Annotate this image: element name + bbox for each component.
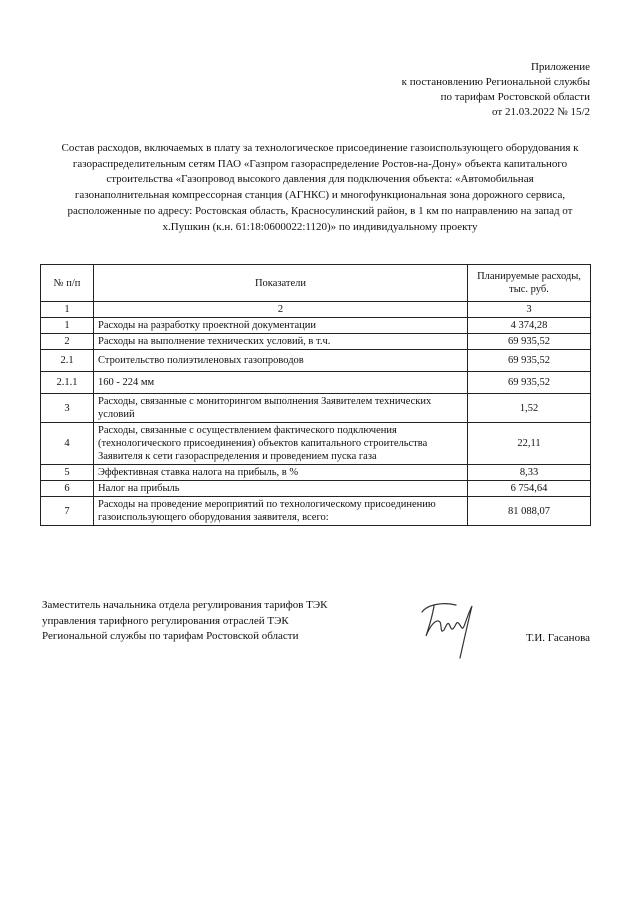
row-value: 22,11 [468,423,591,465]
costs-table [40,264,591,526]
row-value: 8,33 [468,465,591,481]
table-row [41,481,591,497]
index-num: 1 [41,302,94,318]
row-name: Расходы, связанные с мониторингом выполнения Заявителем технических условий [94,394,468,423]
title-line: строительства «Газопровод высокого давления для подключения объекта: «Автомобильная [106,173,534,186]
row-value: 69 935,52 [468,350,591,372]
appendix-header [402,60,590,120]
position-line: управления тарифного регулирования отраслей ТЭК [42,614,289,627]
table-row [41,334,591,350]
row-num: 4 [41,423,94,465]
document-title [40,141,600,235]
row-name: 160 - 224 мм [94,372,468,394]
table-row [41,394,591,423]
handwritten-signature [414,596,484,660]
row-name: Расходы на выполнение технических условий, в т.ч. [94,334,468,350]
row-value: 6 754,64 [468,481,591,497]
row-name: Строительство полиэтиленовых газопроводов [94,350,468,372]
appendix-line: по тарифам Ростовской области [440,91,590,103]
title-line: расположенные по адресу: Ростовская область, Красносулинский район, в 1 км по направлению на запад от [67,204,573,217]
row-num: 3 [41,394,94,423]
row-value: 69 935,52 [468,334,591,350]
title-line: х.Пушкин (к.н. 61:18:0600022:1120)» по индивидуальному проекту [162,220,478,233]
row-num: 6 [41,481,94,497]
appendix-line: от 21.03.2022 № 15/2 [492,106,590,118]
appendix-line: Приложение [530,61,590,73]
title-line: газонаполнительная компрессорная станция (АГНКС) и многофункциональная зона дорожного сервиса, [74,189,566,202]
appendix-line: к постановлению Региональной службы [401,76,590,88]
table-row [41,423,591,465]
position-line: Региональной службы по тарифам Ростовской области [42,630,299,642]
table-header-row [41,265,591,302]
row-num: 2.1.1 [41,372,94,394]
row-num: 1 [41,318,94,334]
row-name: Расходы на проведение мероприятий по технологическому присоединению газоиспользующего оборудования заявителя, всего: [94,497,468,526]
header-value: Планируемые расходы, тыс. руб. [468,265,591,302]
row-name: Эффективная ставка налога на прибыль, в % [94,465,468,481]
row-value: 81 088,07 [468,497,591,526]
header-num: № п/п [41,265,94,302]
signatory-position [42,598,327,645]
row-name: Расходы, связанные с осуществлением фактического подключения (технологического присоединения) объектов капитального строительства Заявителя к сети газораспределения и проведением пуска газа [94,423,468,465]
row-num: 7 [41,497,94,526]
position-line: Заместитель начальника отдела регулирования тарифов ТЭК [42,599,328,611]
index-name: 2 [94,302,468,318]
table-row [41,350,591,372]
row-name: Расходы на разработку проектной документации [94,318,468,334]
row-name: Налог на прибыль [94,481,468,497]
row-value: 1,52 [468,394,591,423]
signatory-name: Т.И. Гасанова [526,632,590,644]
table-row [41,465,591,481]
table-row [41,372,591,394]
title-line: Состав расходов, включаемых в плату за технологическое присоединение газоиспользующего оборудования к [61,142,579,154]
index-value: 3 [468,302,591,318]
row-num: 5 [41,465,94,481]
row-num: 2 [41,334,94,350]
row-num: 2.1 [41,350,94,372]
row-value: 4 374,28 [468,318,591,334]
title-line: газораспределительным сетям ПАО «Газпром газораспределение Ростов-на-Дону» объекта капитального [72,157,568,170]
column-index-row [41,302,591,318]
table-row [41,497,591,526]
row-value: 69 935,52 [468,372,591,394]
table-row [41,318,591,334]
header-name: Показатели [94,265,468,302]
